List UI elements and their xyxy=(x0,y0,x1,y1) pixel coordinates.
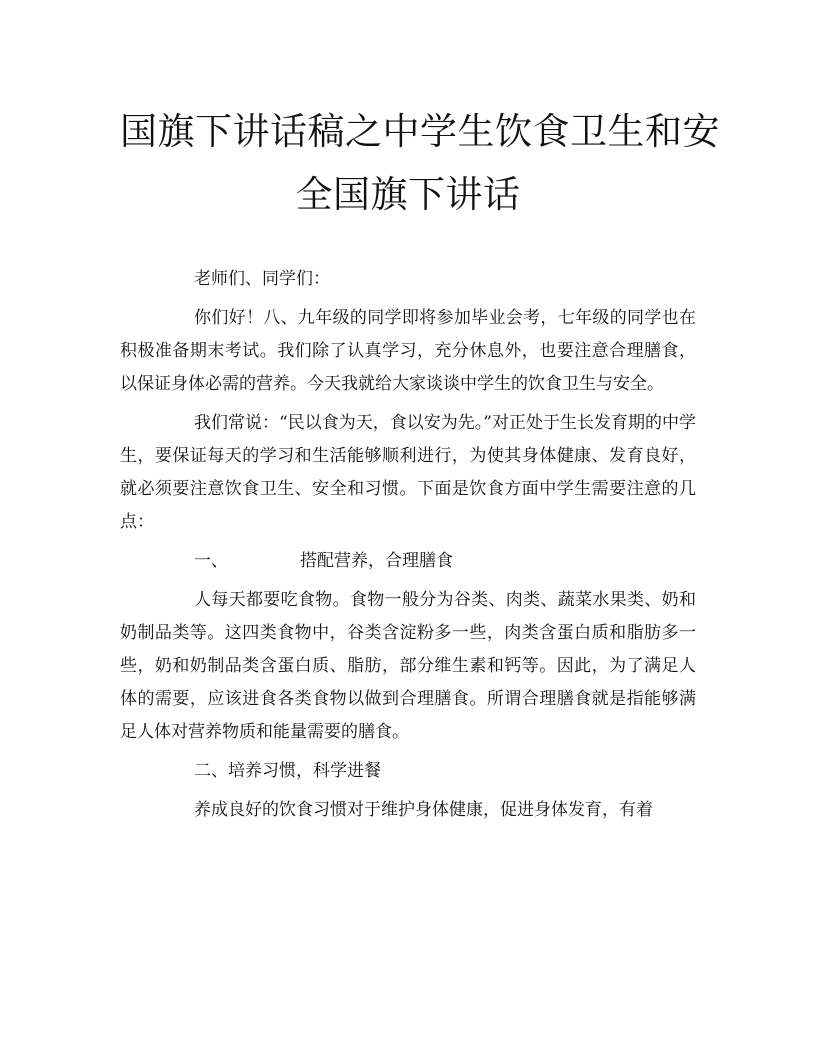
section-2-text: 养成良好的饮食习惯对于维护身体健康，促进身体发育，有着 xyxy=(194,800,653,820)
paragraph-saying: 我们常说：“民以食为天，食以安为先。”对正处于生长发育期的中学生，要保证每天的学习和生活能够顺利进行，为使其身体健康、发育良好，就必须要注意饮食卫生、安全和习惯。下面是饮食方面中学生需要注意的几点： xyxy=(120,413,696,532)
section-1-title: 搭配营养，合理膳食 xyxy=(300,551,453,571)
document-title-line-2: 全国旗下讲话 xyxy=(295,173,521,216)
document-body xyxy=(120,263,696,827)
paragraph-intro: 你们好！八、九年级的同学即将参加毕业会考，七年级的同学也在积极准备期末考试。我们除了认真学习，充分休息外，也要注意合理膳食，以保证身体必需的营养。今天我就给大家谈谈中学生的饮食卫生与安全。 xyxy=(120,308,696,394)
section-2-heading: 二、培养习惯，科学进餐 xyxy=(194,761,381,781)
section-1-number: 一、 xyxy=(194,551,228,571)
section-1-text: 人每天都要吃食物。食物一般分为谷类、肉类、蔬菜水果类、奶和奶制品类等。这四类食物中，谷类含淀粉多一些，肉类含蛋白质和脂肪多一些，奶和奶制品类含蛋白质、脂肪，部分维生素和钙等。因此，为了满足人体的需要，应该进食各类食物以做到合理膳食。所谓合理膳食就是指能够满足人体对营养物质和能量需要的膳食。 xyxy=(120,590,696,742)
salutation: 老师们、同学们： xyxy=(194,269,330,289)
document-title-line-1: 国旗下讲话稿之中学生饮食卫生和安 xyxy=(120,110,720,153)
section-1-heading xyxy=(120,545,696,578)
